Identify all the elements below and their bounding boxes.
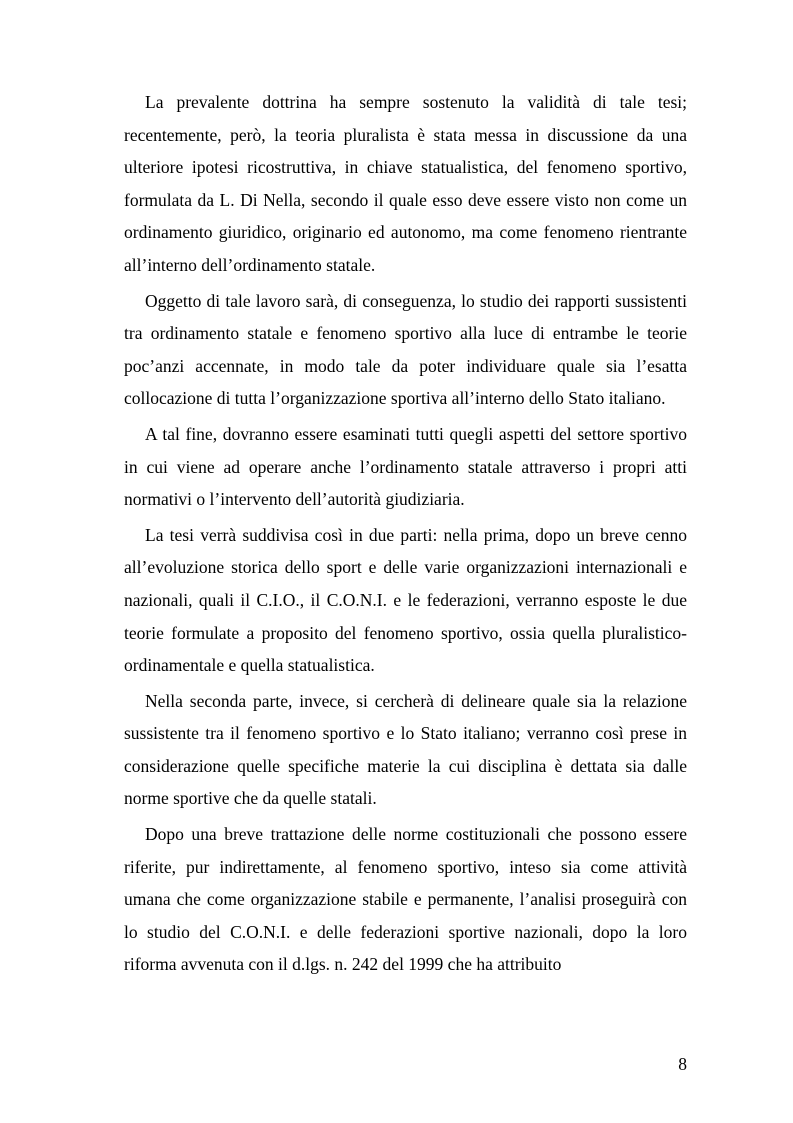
- page-number: 8: [678, 1054, 687, 1074]
- paragraph-2: Oggetto di tale lavoro sarà, di conseguenza, lo studio dei rapporti sussistenti tra ordinamento statale e fenomeno sportivo alla luce di entrambe le teorie poc’anzi accennate, in modo tale da poter individuare quale sia l’esatta collocazione di tutta l’organizzazione sportiva all’interno dello Stato italiano.: [124, 290, 687, 409]
- page-body: [124, 86, 687, 984]
- paragraph-3: A tal fine, dovranno essere esaminati tutti quegli aspetti del settore sportivo in cui viene ad operare anche l’ordinamento statale attraverso i propri atti normativi o l’intervento dell’autorità giudiziaria.: [124, 423, 687, 510]
- paragraph-6: Dopo una breve trattazione delle norme costituzionali che possono essere riferite, pur indirettamente, al fenomeno sportivo, inteso sia come attività umana che come organizzazione stabile e permanente, l’analisi proseguirà con lo studio del C.O.N.I. e delle federazioni sportive nazionali, dopo la loro riforma avvenuta con il d.lgs. n. 242 del 1999 che ha attribuito: [124, 824, 687, 975]
- paragraph-4: La tesi verrà suddivisa così in due parti: nella prima, dopo un breve cenno all’evoluzione storica dello sport e delle varie organizzazioni internazionali e nazionali, quali il C.I.O., il C.O.N.I. e le federazioni, verranno esposte le due teorie formulate a proposito del fenomeno sportivo, ossia quella pluralistico-ordinamentale e quella statualistica.: [124, 524, 687, 676]
- paragraph-1: La prevalente dottrina ha sempre sostenuto la validità di tale tesi; recentemente, però, la teoria pluralista è stata messa in discussione da una ulteriore ipotesi ricostruttiva, in chiave statualistica, del fenomeno sportivo, formulata da L. Di Nella, secondo il quale esso deve essere visto non come un ordinamento giuridico, originario ed autonomo, ma come fenomeno rientrante all’interno dell’ordinamento statale.: [124, 92, 687, 275]
- paragraph-5: Nella seconda parte, invece, si cercherà di delineare quale sia la relazione sussistente tra il fenomeno sportivo e lo Stato italiano; verranno così prese in considerazione quelle specifiche materie la cui disciplina è dettata sia dalle norme sportive che da quelle statali.: [124, 690, 687, 809]
